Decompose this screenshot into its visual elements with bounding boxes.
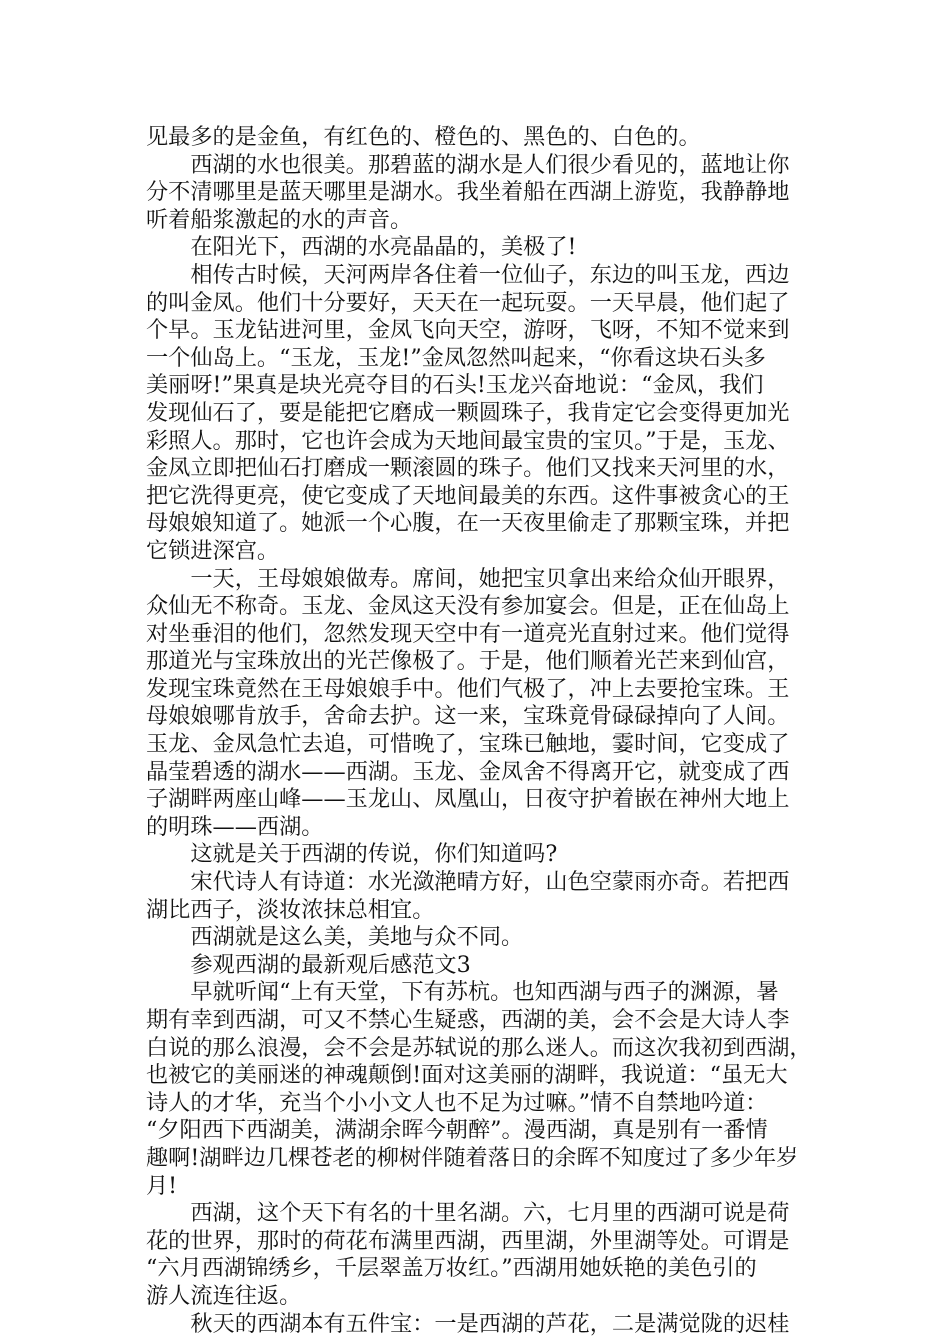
text-line: 见最多的是金鱼，有红色的、橙色的、黑色的、白色的。 bbox=[146, 124, 701, 150]
text-line: 分不清哪里是蓝天哪里是湖水。我坐着船在西湖上游览，我静静地 bbox=[146, 179, 790, 206]
text-line: 发现仙石了，要是能把它磨成一颗圆珠子，我肯定它会变得更加光 bbox=[146, 399, 790, 426]
text-line: 个早。玉龙钻进河里，金凤飞向天空，游呀，飞呀，不知不觉来到 bbox=[146, 317, 790, 344]
text-line: 湖比西子，淡妆浓抹总相宜。 bbox=[146, 896, 435, 923]
text-line: 听着船浆激起的水的声音。 bbox=[146, 206, 413, 233]
text-line: 也被它的美丽迷的神魂颠倒!面对这美丽的湖畔，我说道：“虽无大 bbox=[146, 1062, 788, 1089]
section-heading: 参观西湖的最新观后感范文3 bbox=[146, 951, 471, 978]
text-line: 游人流连往返。 bbox=[146, 1282, 302, 1309]
text-line: 西湖，这个天下有名的十里名湖。六，七月里的西湖可说是荷 bbox=[146, 1200, 790, 1227]
text-line: 美丽呀!”果真是块光亮夺目的石头!玉龙兴奋地说：“金凤，我们 bbox=[146, 372, 764, 399]
text-line: 诗人的才华，充当个小小文人也不足为过嘛。”情不自禁地吟道： bbox=[146, 1089, 768, 1116]
text-line: 金凤立即把仙石打磨成一颗滚圆的珠子。他们又找来天河里的水， bbox=[146, 455, 790, 482]
text-line: 的叫金凤。他们十分要好，天天在一起玩耍。一天早晨，他们起了 bbox=[146, 289, 790, 316]
text-line: 母娘娘知道了。她派一个心腹，在一天夜里偷走了那颗宝珠，并把 bbox=[146, 510, 790, 537]
text-line: 一个仙岛上。“玉龙，玉龙!”金凤忽然叫起来，“你看这块石头多 bbox=[146, 344, 766, 371]
text-line: 西湖就是这么美，美地与众不同。 bbox=[146, 924, 524, 951]
text-line: 对坐垂泪的他们，忽然发现天空中有一道亮光直射过来。他们觉得 bbox=[146, 620, 790, 647]
text-line: 发现宝珠竟然在王母娘娘手中。他们气极了，冲上去要抢宝珠。王 bbox=[146, 675, 790, 702]
text-line: 秋天的西湖本有五件宝：一是西湖的芦花，二是满觉陇的迟桂 bbox=[146, 1310, 790, 1337]
text-line: 那道光与宝珠放出的光芒像极了。于是，他们顺着光芒来到仙宫， bbox=[146, 648, 790, 675]
text-line: 子湖畔两座山峰——玉龙山、凤凰山，日夜守护着嵌在神州大地上 bbox=[146, 786, 790, 813]
document-body bbox=[146, 124, 814, 1338]
text-line: 白说的那么浪漫，会不会是苏轼说的那么迷人。而这次我初到西湖， bbox=[146, 1034, 812, 1061]
text-line: 西湖的水也很美。那碧蓝的湖水是人们很少看见的，蓝地让你 bbox=[146, 151, 790, 178]
text-line: 花的世界，那时的荷花布满里西湖，西里湖，外里湖等处。可谓是 bbox=[146, 1227, 790, 1254]
text-line: 宋代诗人有诗道：水光潋滟晴方好，山色空蒙雨亦奇。若把西 bbox=[146, 869, 790, 896]
text-line: “夕阳西下西湖美，满湖余晖今朝醉”。漫西湖，真是别有一番情 bbox=[146, 1117, 768, 1144]
text-line: “六月西湖锦绣乡，千层翠盖万妆红。”西湖用她妖艳的美色引的 bbox=[146, 1255, 757, 1282]
text-line: 一天，王母娘娘做寿。席间，她把宝贝拿出来给众仙开眼界， bbox=[146, 565, 790, 592]
text-line: 众仙无不称奇。玉龙、金凤这天没有参加宴会。但是，正在仙岛上 bbox=[146, 593, 790, 620]
text-line: 这就是关于西湖的传说，你们知道吗? bbox=[146, 841, 558, 868]
text-line: 它锁进深宫。 bbox=[146, 537, 280, 564]
text-line: 相传古时候，天河两岸各住着一位仙子，东边的叫玉龙，西边 bbox=[146, 261, 790, 288]
text-line: 晶莹碧透的湖水——西湖。玉龙、金凤舍不得离开它，就变成了西 bbox=[146, 758, 790, 785]
text-line: 母娘娘哪肯放手，舍命去护。这一来，宝珠竟骨碌碌掉向了人间。 bbox=[146, 703, 790, 730]
text-line: 的明珠——西湖。 bbox=[146, 813, 324, 840]
text-line: 期有幸到西湖，可又不禁心生疑惑，西湖的美，会不会是大诗人李 bbox=[146, 1007, 790, 1033]
text-line: 月! bbox=[146, 1172, 178, 1199]
text-line: 趣啊!湖畔边几棵苍老的柳树伴随着落日的余晖不知度过了多少年岁 bbox=[146, 1144, 799, 1171]
text-line: 彩照人。那时，它也许会成为天地间最宝贵的宝贝。”于是，玉龙、 bbox=[146, 427, 790, 454]
text-line: 玉龙、金凤急忙去追，可惜晚了，宝珠已触地，霎时间，它变成了 bbox=[146, 731, 790, 758]
text-line: 早就听闻“上有天堂，下有苏杭。也知西湖与西子的渊源，暑 bbox=[146, 979, 779, 1006]
text-line: 在阳光下，西湖的水亮晶晶的，美极了! bbox=[146, 234, 577, 261]
text-line: 把它洗得更亮，使它变成了天地间最美的东西。这件事被贪心的王 bbox=[146, 482, 790, 509]
